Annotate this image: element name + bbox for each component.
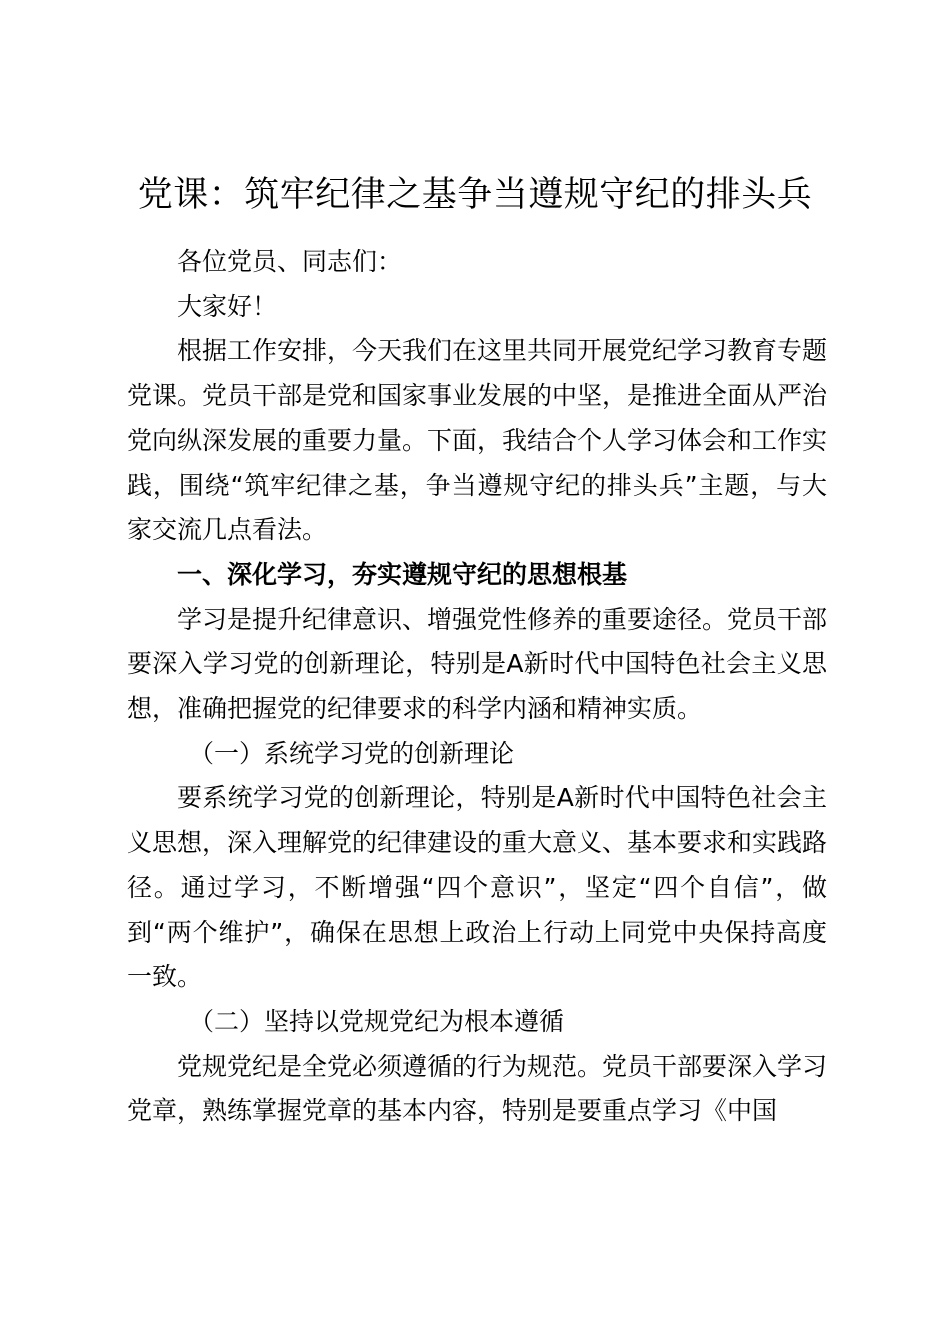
subsection-paragraph-2: 党规党纪是全党必须遵循的行为规范。党员干部要深入学习党章，熟练掌握党章的基本内容，特别是要重点学习《中国	[127, 1051, 828, 1126]
subsection-paragraph-1: 要系统学习党的创新理论，特别是A新时代中国特色社会主义思想，深入理解党的纪律建设的重大意义、基本要求和实践路径。通过学习，不断增强“四个意识”，坚定“四个自信”，做到“两个维护”，确保在思想上政治上行动上同党中央保持高度一致。	[127, 783, 828, 992]
subsection-heading-2: （二）坚持以党规党纪为根本遵循	[189, 1006, 565, 1036]
salutation: 各位党员、同志们：	[177, 247, 403, 276]
document-body	[127, 240, 827, 1134]
intro-paragraph: 根据工作安排，今天我们在这里共同开展党纪学习教育专题党课。党员干部是党和国家事业发展的中坚，是推进全面从严治党向纵深发展的重要力量。下面，我结合个人学习体会和工作实践，围绕“筑牢纪律之基，争当遵规守纪的排头兵”主题，与大家交流几点看法。	[127, 336, 828, 545]
section-heading-1: 一、深化学习，夯实遵规守纪的思想根基	[177, 559, 628, 589]
document-title: 党课：筑牢纪律之基争当遵规守纪的排头兵	[137, 175, 813, 215]
greeting: 大家好！	[177, 291, 278, 321]
subsection-heading-1: （一）系统学习党的创新理论	[189, 738, 515, 768]
section-paragraph-1: 学习是提升纪律意识、增强党性修养的重要途径。党员干部要深入学习党的创新理论，特别是A新时代中国特色社会主义思想，准确把握党的纪律要求的科学内涵和精神实质。	[127, 604, 828, 724]
